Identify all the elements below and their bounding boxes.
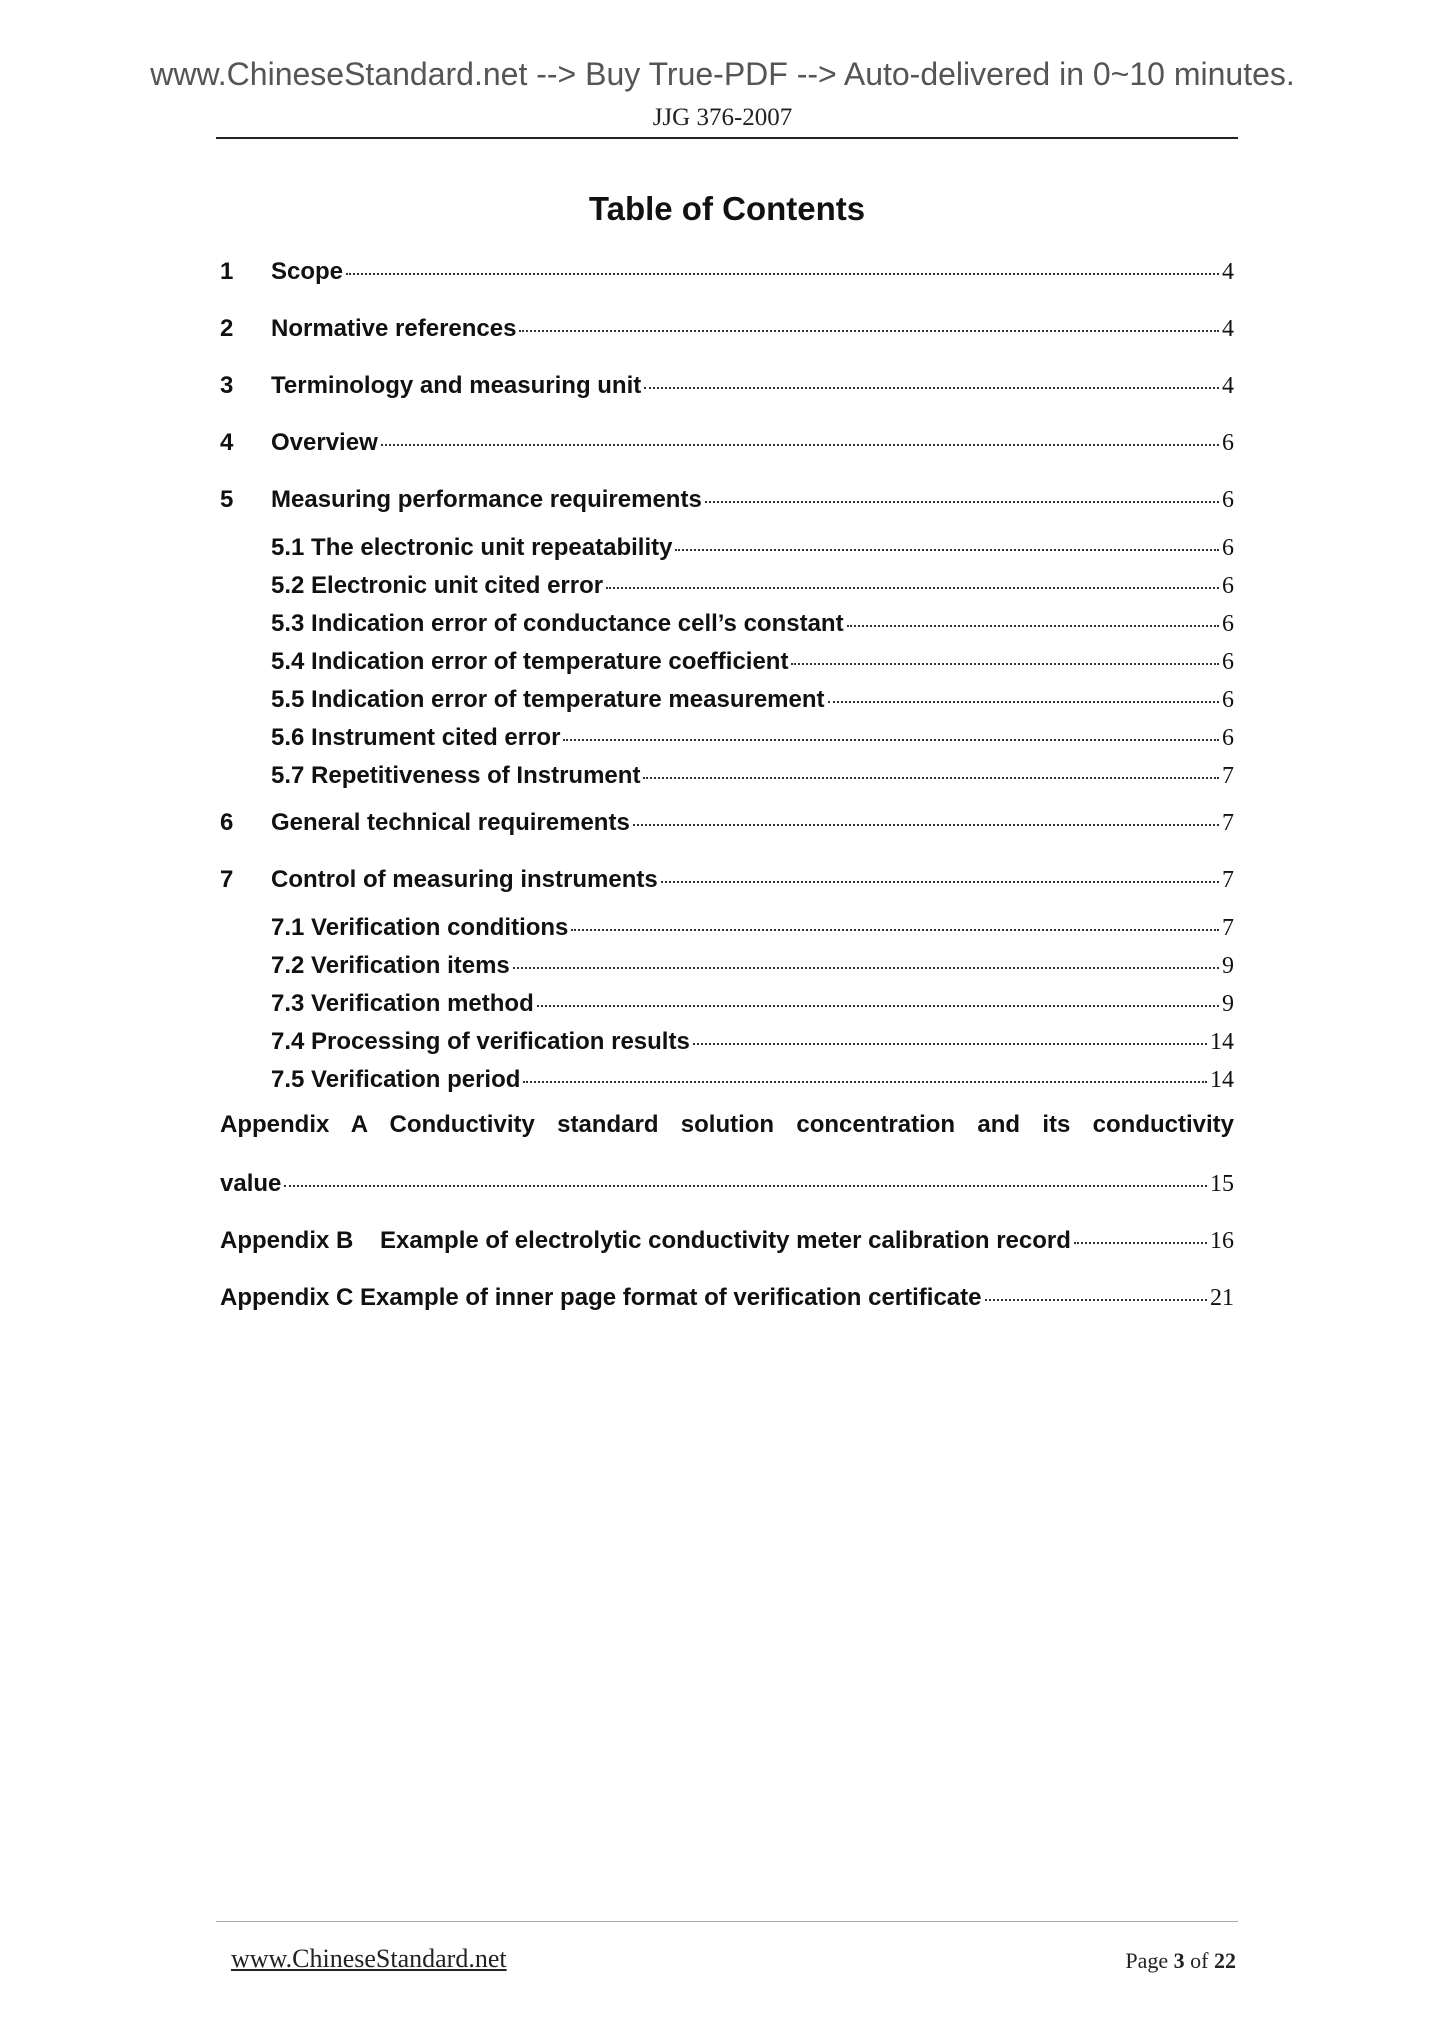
toc-entry-overview[interactable]	[220, 429, 1234, 486]
toc-entry-number: 2	[220, 315, 234, 342]
toc-leader	[661, 881, 1219, 883]
toc-leader	[791, 663, 1219, 665]
header-divider	[216, 137, 1238, 139]
toc-leader	[346, 273, 1219, 275]
toc-entry-page: 7	[1222, 763, 1234, 789]
toc-entry-page: 21	[1210, 1285, 1234, 1311]
page-of: of	[1190, 1948, 1209, 1973]
toc-leader	[563, 739, 1219, 741]
toc-entry-label: 5.3 Indication error of conductance cell’s constant	[271, 610, 844, 637]
toc-leader	[606, 587, 1219, 589]
toc-entry-terminology[interactable]	[220, 372, 1234, 429]
toc-entry-label: 7.2 Verification items	[271, 952, 510, 979]
toc-leader	[519, 330, 1219, 332]
promo-banner[interactable]: www.ChineseStandard.net --> Buy True-PDF --> Auto-delivered in 0~10 minutes.	[150, 56, 1295, 92]
toc-entry-page: 6	[1222, 430, 1234, 456]
toc-entry-normative-references[interactable]	[220, 315, 1234, 372]
toc-entry-scope[interactable]	[220, 258, 1234, 315]
toc-entry-label: Terminology and measuring unit	[271, 372, 642, 399]
toc-subentry-7-4[interactable]	[220, 1028, 1234, 1066]
toc-subentry-7-5[interactable]	[220, 1066, 1234, 1104]
toc-entry-page: 6	[1222, 535, 1234, 561]
toc-entry-page: 7	[1222, 810, 1234, 836]
toc-subentry-7-3[interactable]	[220, 990, 1234, 1028]
toc-leader	[537, 1005, 1219, 1007]
toc-subentry-7-2[interactable]	[220, 952, 1234, 990]
toc-appendix-c[interactable]	[220, 1284, 1234, 1341]
page-current: 3	[1173, 1948, 1185, 1973]
toc-entry-page: 4	[1222, 373, 1234, 399]
toc-entry-label: 5.4 Indication error of temperature coefficient	[271, 648, 789, 675]
toc-title: Table of Contents	[588, 190, 866, 227]
toc-entry-number: 4	[220, 429, 234, 456]
toc-subentry-7-1[interactable]	[220, 914, 1234, 952]
toc-leader	[693, 1043, 1207, 1045]
toc-leader	[675, 549, 1219, 551]
toc-leader	[523, 1081, 1207, 1083]
toc-entry-number: 6	[220, 809, 234, 836]
toc-entry-page: 9	[1222, 953, 1234, 979]
toc-entry-page: 6	[1222, 573, 1234, 599]
toc-entry-label: 7.3 Verification method	[271, 990, 534, 1017]
toc-entry-label: 5.5 Indication error of temperature measurement	[271, 686, 825, 713]
toc-entry-label: Control of measuring instruments	[271, 866, 658, 893]
toc-subentry-5-7[interactable]	[220, 762, 1234, 800]
page-indicator	[1125, 1948, 1236, 1974]
toc-entry-page: 6	[1222, 487, 1234, 513]
toc-leader	[571, 929, 1219, 931]
toc-entry-label: 7.1 Verification conditions	[271, 914, 569, 941]
toc-entry-page: 15	[1210, 1171, 1234, 1197]
toc-entry-page: 7	[1222, 915, 1234, 941]
toc-entry-label: Appendix B Example of electrolytic conductivity meter calibration record	[220, 1227, 1071, 1254]
toc-entry-page: 4	[1222, 316, 1234, 342]
toc-leader	[644, 387, 1219, 389]
toc-leader	[985, 1299, 1208, 1301]
toc-entry-label: Scope	[271, 258, 344, 285]
toc-subentry-5-5[interactable]	[220, 686, 1234, 724]
toc-subentry-5-6[interactable]	[220, 724, 1234, 762]
toc-entry-label: 5.7 Repetitiveness of Instrument	[271, 762, 641, 789]
toc-leader	[705, 501, 1219, 503]
toc-subentry-5-2[interactable]	[220, 572, 1234, 610]
table-of-contents	[220, 258, 1234, 1341]
toc-appendix-a-line2[interactable]	[220, 1170, 1234, 1227]
toc-leader	[847, 625, 1219, 627]
toc-entry-general-technical[interactable]	[220, 809, 1234, 866]
toc-appendix-a-line1[interactable]: Appendix A Conductivity standard solution concentration and its conductivity	[220, 1111, 1234, 1138]
toc-entry-page: 4	[1222, 259, 1234, 285]
toc-entry-page: 6	[1222, 725, 1234, 751]
page-total: 22	[1214, 1948, 1236, 1973]
footer-divider	[216, 1921, 1238, 1922]
toc-entry-label: value	[220, 1170, 282, 1197]
toc-entry-page: 6	[1222, 687, 1234, 713]
document-code: JJG 376-2007	[652, 104, 793, 131]
toc-subentry-5-3[interactable]	[220, 610, 1234, 648]
toc-entry-page: 6	[1222, 649, 1234, 675]
toc-entry-label: 7.5 Verification period	[271, 1066, 521, 1093]
toc-entry-number: 3	[220, 372, 234, 399]
toc-entry-page: 6	[1222, 611, 1234, 637]
toc-entry-label: 5.1 The electronic unit repeatability	[271, 534, 673, 561]
toc-entry-label: 5.2 Electronic unit cited error	[271, 572, 604, 599]
toc-entry-label: 5.6 Instrument cited error	[271, 724, 561, 751]
toc-entry-number: 7	[220, 866, 234, 893]
toc-entry-label: Measuring performance requirements	[271, 486, 702, 513]
toc-leader	[643, 777, 1219, 779]
toc-appendix-b[interactable]	[220, 1227, 1234, 1284]
toc-leader	[828, 701, 1220, 703]
toc-entry-label: Appendix C Example of inner page format of verification certificate	[220, 1284, 982, 1311]
toc-entry-page: 14	[1210, 1067, 1234, 1093]
footer-website-link[interactable]: www.ChineseStandard.net	[231, 1944, 507, 1973]
toc-entry-number: 1	[220, 258, 234, 285]
page-word: Page	[1125, 1948, 1169, 1973]
toc-leader	[513, 967, 1219, 969]
toc-entry-label: 7.4 Processing of verification results	[271, 1028, 690, 1055]
toc-entry-number: 5	[220, 486, 234, 513]
toc-leader	[381, 444, 1219, 446]
toc-entry-page: 14	[1210, 1029, 1234, 1055]
toc-entry-label: Normative references	[271, 315, 517, 342]
toc-entry-label: Overview	[271, 429, 378, 456]
toc-entry-label: General technical requirements	[271, 809, 630, 836]
toc-leader	[633, 824, 1219, 826]
toc-entry-page: 16	[1210, 1228, 1234, 1254]
toc-subentry-5-1[interactable]	[220, 534, 1234, 572]
toc-entry-page: 9	[1222, 991, 1234, 1017]
toc-subentry-5-4[interactable]	[220, 648, 1234, 686]
toc-leader	[284, 1185, 1207, 1187]
toc-leader	[1074, 1242, 1207, 1244]
toc-entry-page: 7	[1222, 867, 1234, 893]
